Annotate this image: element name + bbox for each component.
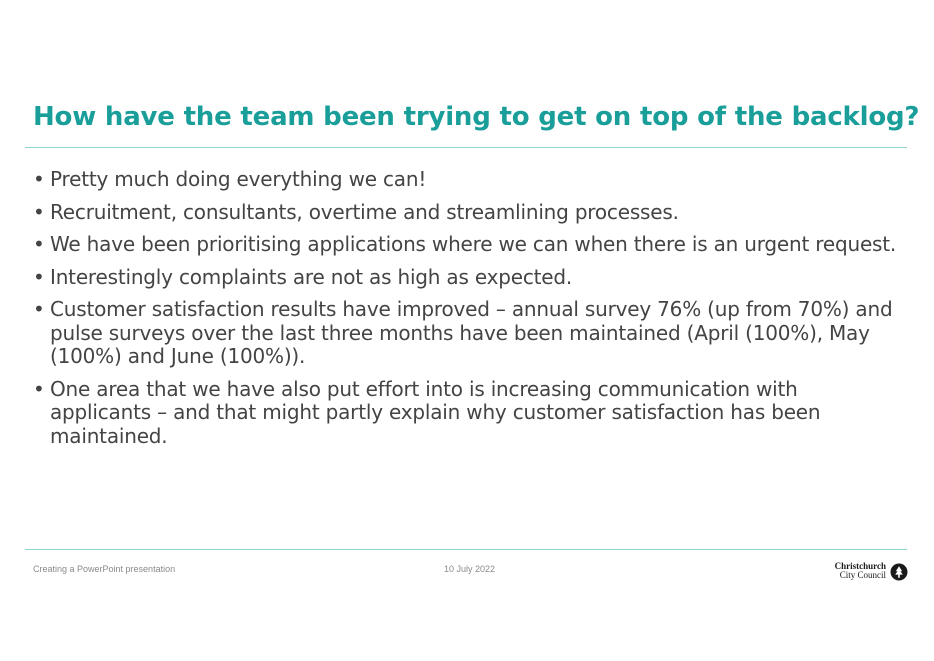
bullet-text: Customer satisfaction results have improved – annual survey 76% (up from 70%) and pulse surveys over the last three months have been maintained (April (100%), May (100%) and June (100%)). [50, 297, 893, 368]
bullet-list [33, 168, 903, 457]
council-logo [830, 562, 910, 584]
logo-line-2: City Council [839, 570, 886, 580]
logo-line-1: Christchurch [834, 561, 886, 571]
bullet-item [33, 233, 903, 257]
footer-date: 10 July 2022 [444, 564, 496, 574]
bullet-marker: • [33, 297, 45, 321]
bullet-text: We have been prioritising applications where we can when there is an urgent request. [50, 232, 897, 256]
title-divider [25, 147, 907, 148]
logo-wordmark [835, 562, 886, 580]
footer-presentation-title: Creating a PowerPoint presentation [33, 564, 176, 574]
bullet-text: Recruitment, consultants, overtime and streamlining processes. [50, 199, 679, 224]
bullet-marker: • [33, 376, 45, 401]
bullet-marker: • [33, 199, 45, 224]
footer-divider [25, 549, 907, 550]
bullet-item [33, 378, 903, 449]
bullet-text: Pretty much doing everything we can! [50, 167, 427, 191]
slide-title: How have the team been trying to get on top of the backlog? [33, 102, 920, 132]
bullet-item [33, 298, 903, 369]
bullet-item [33, 168, 903, 192]
bullet-item [33, 266, 903, 290]
bullet-marker: • [33, 264, 45, 289]
bullet-text: Interestingly complaints are not as high as expected. [50, 264, 573, 289]
bullet-item [33, 201, 903, 225]
tree-icon [890, 563, 908, 581]
bullet-text: One area that we have also put effort into is increasing communication with applicants – and that might partly explain why customer satisfaction has been maintained. [50, 376, 821, 448]
bullet-marker: • [33, 167, 45, 191]
bullet-marker: • [33, 232, 45, 256]
